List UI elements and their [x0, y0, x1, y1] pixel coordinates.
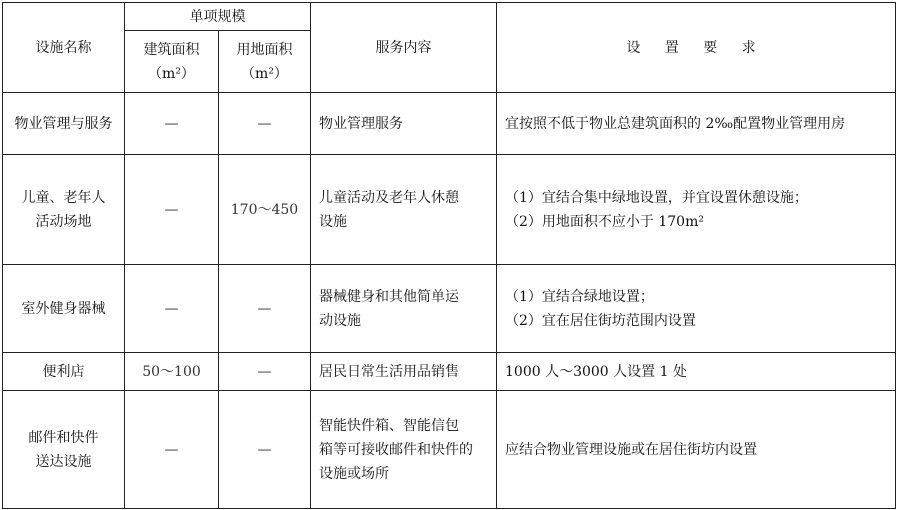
- facility-name-cell-line: 物业管理与服务: [14, 115, 113, 132]
- requirement-cell-line: （1）宜结合集中绿地设置，并宜设置休憩设施；: [505, 189, 808, 206]
- facility-name-cell-line: 邮件和快件: [28, 429, 99, 446]
- requirement-cell: [497, 391, 896, 509]
- requirement-cell: [497, 155, 896, 265]
- land-area-cell: —: [219, 391, 311, 509]
- requirement-cell-line: （1）宜结合绿地设置；: [505, 288, 654, 305]
- table-row: [3, 265, 896, 353]
- land-area-cell: —: [219, 265, 311, 353]
- service-content-cell-line: 居民日常生活用品销售: [319, 363, 459, 380]
- header-land-area-label: 用地面积: [236, 41, 293, 58]
- facility-spec-table: [2, 2, 896, 509]
- facility-name-cell-line: 室外健身器械: [21, 300, 106, 317]
- facility-name-cell: [3, 155, 125, 265]
- table-row: [3, 93, 896, 155]
- service-content-cell-line: 器械健身和其他简单运: [319, 288, 459, 305]
- service-content-cell: [311, 155, 497, 265]
- table-row: [3, 155, 896, 265]
- facility-name-cell-line: 活动场地: [35, 213, 92, 230]
- header-requirements: 设 置 要 求: [497, 3, 896, 93]
- table-row: [3, 391, 896, 509]
- building-area-cell: —: [125, 93, 219, 155]
- requirement-cell-line: 宜按照不低于物业总建筑面积的 2‰配置物业管理用房: [505, 115, 846, 132]
- building-area-cell: —: [125, 155, 219, 265]
- facility-name-cell: [3, 353, 125, 391]
- building-area-cell: —: [125, 265, 219, 353]
- header-land-area-unit: （m²）: [241, 65, 288, 82]
- service-content-cell: [311, 391, 497, 509]
- building-area-cell: 50～100: [125, 353, 219, 391]
- service-content-cell: [311, 353, 497, 391]
- service-content-cell-line: 动设施: [319, 312, 361, 329]
- requirement-cell-line: 应结合物业管理设施或在居住街坊内设置: [505, 441, 757, 458]
- header-facility-name: 设施名称: [3, 3, 125, 93]
- facility-name-cell: [3, 391, 125, 509]
- header-land-area: [219, 31, 311, 93]
- land-area-cell: —: [219, 353, 311, 391]
- land-area-cell: 170～450: [219, 155, 311, 265]
- service-content-cell-line: 儿童活动及老年人休憩: [319, 189, 459, 206]
- requirement-cell-line: （2）用地面积不应小于 170m²: [505, 213, 704, 230]
- table-body: [3, 93, 896, 509]
- requirement-cell: [497, 265, 896, 353]
- land-area-cell: —: [219, 93, 311, 155]
- requirement-cell: [497, 93, 896, 155]
- service-content-cell-line: 智能快件箱、智能信包: [319, 417, 459, 434]
- service-content-cell-line: 设施: [319, 213, 347, 230]
- service-content-cell-line: 物业管理服务: [319, 115, 403, 132]
- requirement-cell-line: 1000 人～3000 人设置 1 处: [505, 363, 687, 380]
- header-unit-scale: 单项规模: [125, 3, 311, 31]
- facility-name-cell: [3, 93, 125, 155]
- facility-name-cell: [3, 265, 125, 353]
- header-building-area-unit: （m²）: [148, 65, 195, 82]
- service-content-cell: [311, 265, 497, 353]
- table-row: [3, 353, 896, 391]
- header-service-content: 服务内容: [311, 3, 497, 93]
- header-building-area: [125, 31, 219, 93]
- requirement-cell-line: （2）宜在居住街坊范围内设置: [505, 312, 696, 329]
- service-content-cell-line: 设施或场所: [319, 465, 389, 482]
- facility-name-cell-line: 送达设施: [35, 453, 92, 470]
- requirement-cell: [497, 353, 896, 391]
- service-content-cell: [311, 93, 497, 155]
- service-content-cell-line: 箱等可接收邮件和快件的: [319, 441, 473, 458]
- header-building-area-label: 建筑面积: [143, 41, 200, 58]
- facility-name-cell-line: 便利店: [42, 363, 85, 380]
- building-area-cell: —: [125, 391, 219, 509]
- facility-name-cell-line: 儿童、老年人: [21, 189, 106, 206]
